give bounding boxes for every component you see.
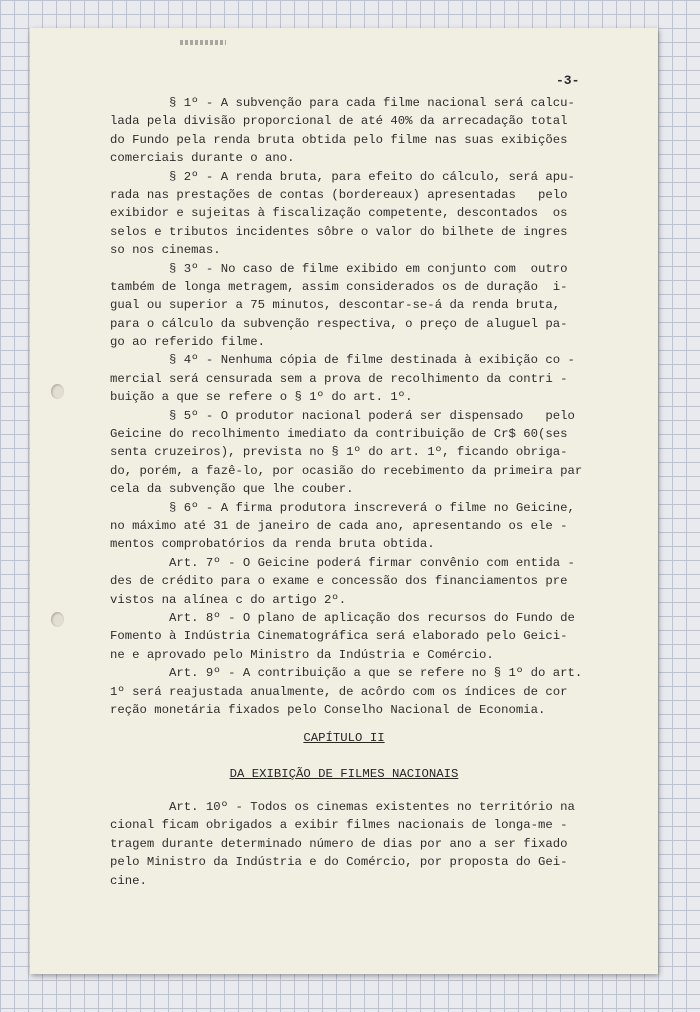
text-line: reção monetária fixados pelo Conselho Nacional de Economia. (110, 702, 546, 717)
text-line: para o cálculo da subvenção respectiva, o preço de aluguel pa- (110, 316, 568, 331)
text-line: 1º será reajustada anualmente, de acôrdo com os índices de cor (110, 684, 568, 699)
text-line: Art. 7º - O Geicine poderá firmar convênio com entida - (110, 555, 575, 570)
text-line: go ao referido filme. (110, 335, 265, 350)
body-text-continued (110, 798, 578, 890)
text-line: do, porém, a fazê-lo, por ocasião do recebimento da primeira par (110, 463, 583, 478)
text-line: Fomento à Indústria Cinematográfica será elaborado pelo Geici- (110, 629, 568, 644)
text-line: também de longa metragem, assim considerados os de duração i- (110, 279, 568, 294)
text-line: cela da subvenção que lhe couber. (110, 482, 354, 497)
text-line: § 5º - O produtor nacional poderá ser dispensado pelo (110, 408, 575, 423)
punch-hole (51, 612, 64, 627)
text-line: comerciais durante o ano. (110, 151, 295, 166)
text-line: senta cruzeiros), prevista no § 1º do art. 1º, ficando obriga- (110, 445, 568, 460)
text-line: no máximo até 31 de janeiro de cada ano, apresentando os ele - (110, 518, 568, 533)
text-line: exibidor e sujeitas à fiscalização competente, descontados os (110, 206, 568, 221)
text-line: lada pela divisão proporcional de até 40% da arrecadação total (110, 114, 568, 129)
text-line: cine. (110, 873, 147, 888)
text-line: § 6º - A firma produtora inscreverá o filme no Geicine, (110, 500, 575, 515)
text-line: Art. 10º - Todos os cinemas existentes no território na (110, 800, 575, 814)
text-line: Art. 8º - O plano de aplicação dos recursos do Fundo de (110, 610, 575, 625)
document-page (30, 28, 658, 974)
text-line: cional ficam obrigados a exibir filmes nacionais de longa-me - (110, 818, 568, 833)
text-line: Art. 9º - A contribuição a que se refere no § 1º do art. (110, 666, 583, 681)
text-line: gual ou superior a 75 minutos, descontar-se-á da renda bruta, (110, 298, 561, 313)
text-line: ne e aprovado pelo Ministro da Indústria e Comércio. (110, 647, 494, 662)
text-line: § 1º - A subvenção para cada filme nacional será calcu- (110, 96, 575, 110)
text-line: § 4º - Nenhuma cópia de filme destinada à exibição co - (110, 353, 575, 368)
text-line: pelo Ministro da Indústria e do Comércio, por proposta do Gei- (110, 855, 568, 870)
text-line: Geicine do recolhimento imediato da contribuição de Cr$ 60(ses (110, 427, 568, 442)
text-line: § 2º - A renda bruta, para efeito do cálculo, será apu- (110, 169, 575, 184)
text-line: do Fundo pela renda bruta obtida pelo filme nas suas exibições (110, 132, 568, 147)
body-text (110, 94, 583, 719)
chapter-title: CAPÍTULO II (303, 731, 385, 745)
page-number: -3- (556, 73, 580, 88)
punch-hole (51, 384, 64, 399)
text-line: vistos na alínea c do artigo 2º. (110, 592, 347, 607)
ink-smudge (180, 40, 226, 45)
text-line: mercial será censurada sem a prova de recolhimento da contri - (110, 371, 568, 386)
text-line: rada nas prestações de contas (bordereaux) apresentadas pelo (110, 187, 568, 202)
chapter-subtitle: DA EXIBIÇÃO DE FILMES NACIONAIS (229, 767, 459, 781)
text-line: buição a que se refere o § 1º do art. 1º. (110, 390, 413, 405)
text-line: selos e tributos incidentes sôbre o valor do bilhete de ingres (110, 224, 568, 239)
text-line: so nos cinemas. (110, 243, 221, 258)
text-line: mentos comprobatórios da renda bruta obtida. (110, 537, 435, 552)
text-line: tragem durante determinado número de dias por ano a ser fixado (110, 836, 568, 851)
text-line: § 3º - No caso de filme exibido em conjunto com outro (110, 261, 568, 276)
text-line: des de crédito para o exame e concessão dos financiamentos pre (110, 574, 568, 589)
